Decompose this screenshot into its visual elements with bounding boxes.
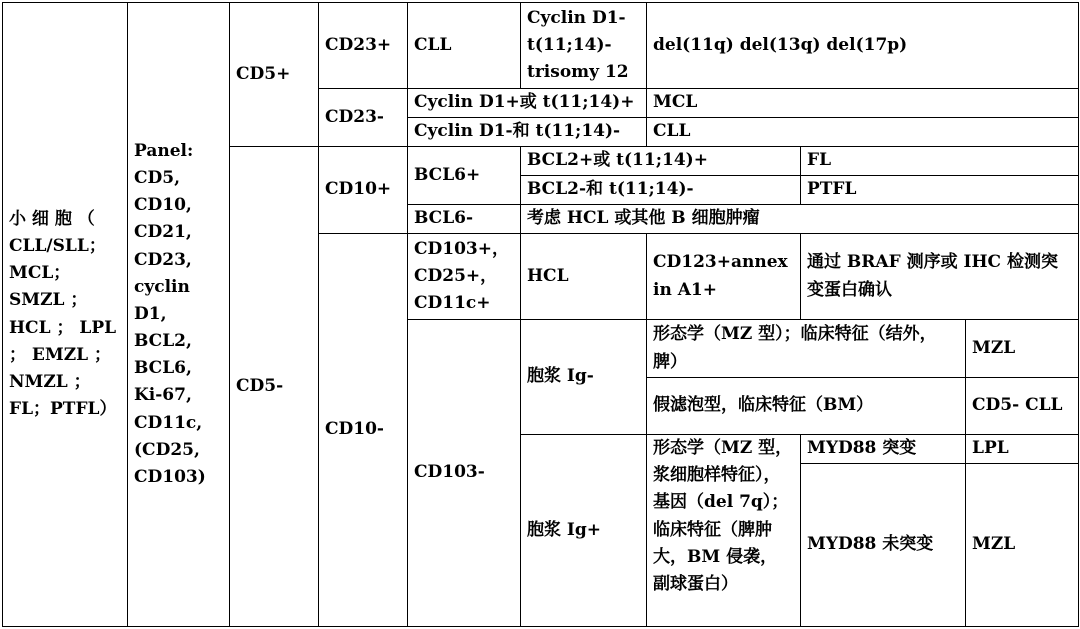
bcl2-positive-cell: BCL2+或 t(11;14)+ bbox=[521, 147, 801, 176]
cd5-negative-cll-cell: CD5- CLL bbox=[966, 378, 1079, 435]
myd88-wildtype-cell: MYD88 未突变 bbox=[801, 464, 966, 627]
bcl6-positive-cell: BCL6+ bbox=[408, 147, 521, 205]
panel-cell: Panel: CD5, CD10, CD21, CD23, cyclin D1, BCL2, BCL6, Ki-67, CD11c, (CD25, CD103) bbox=[128, 3, 230, 627]
mcl-cell: MCL bbox=[647, 89, 1079, 118]
lpl-morphology-cell: 形态学（MZ 型，浆细胞样特征），基因（del 7q）；临床特征（脾肿大，BM 侵袭，副球蛋白） bbox=[647, 435, 801, 627]
pseudofollicular-cell: 假滤泡型，临床特征（BM） bbox=[647, 378, 966, 435]
cd10-positive-cell: CD10+ bbox=[319, 147, 408, 234]
cll-cell-2: CLL bbox=[647, 118, 1079, 147]
consider-hcl-cell: 考虑 HCL 或其他 B 细胞肿瘤 bbox=[521, 205, 1079, 234]
cd5-positive-cell: CD5+ bbox=[230, 3, 319, 147]
table-row bbox=[3, 3, 1079, 89]
cd103-negative-cell: CD103- bbox=[408, 320, 521, 627]
mzl-cell-2: MZL bbox=[966, 464, 1079, 627]
cll-deletions-cell: del(11q) del(13q) del(17p) bbox=[647, 3, 1079, 89]
fl-cell: FL bbox=[801, 147, 1079, 176]
hcl-markers-cell: CD103+，CD25+，CD11c+ bbox=[408, 234, 521, 320]
cd10-negative-cell: CD10- bbox=[319, 234, 408, 627]
ig-negative-cell: 胞浆 Ig- bbox=[521, 320, 647, 435]
mz-morphology-cell: 形态学（MZ 型）；临床特征（结外，脾） bbox=[647, 320, 966, 378]
myd88-mutated-cell: MYD88 突变 bbox=[801, 435, 966, 464]
bcl6-negative-cell: BCL6- bbox=[408, 205, 521, 234]
cyclin-negative-cell: Cyclin D1-和 t(11;14)- bbox=[408, 118, 647, 147]
cll-markers-cell: Cyclin D1- t(11;14)- trisomy 12 bbox=[521, 3, 647, 89]
ig-positive-cell: 胞浆 Ig+ bbox=[521, 435, 647, 627]
cd23-positive-cell: CD23+ bbox=[319, 3, 408, 89]
classification-table bbox=[2, 2, 1079, 627]
cd5-negative-cell: CD5- bbox=[230, 147, 319, 627]
bcl2-negative-cell: BCL2-和 t(11;14)- bbox=[521, 176, 801, 205]
lpl-cell: LPL bbox=[966, 435, 1079, 464]
mzl-cell: MZL bbox=[966, 320, 1079, 378]
category-cell: 小 细 胞 （ CLL/SLL；MCL；SMZL ； HCL ； LPL ； EMZL ； NMZL ； FL；PTFL） bbox=[3, 3, 128, 627]
hcl-cell: HCL bbox=[521, 234, 647, 320]
cyclin-positive-cell: Cyclin D1+或 t(11;14)+ bbox=[408, 89, 647, 118]
braf-cell: 通过 BRAF 测序或 IHC 检测突变蛋白确认 bbox=[801, 234, 1079, 320]
ptfl-cell: PTFL bbox=[801, 176, 1079, 205]
cll-cell: CLL bbox=[408, 3, 521, 89]
cd123-cell: CD123+annexin A1+ bbox=[647, 234, 801, 320]
cd23-negative-cell: CD23- bbox=[319, 89, 408, 147]
